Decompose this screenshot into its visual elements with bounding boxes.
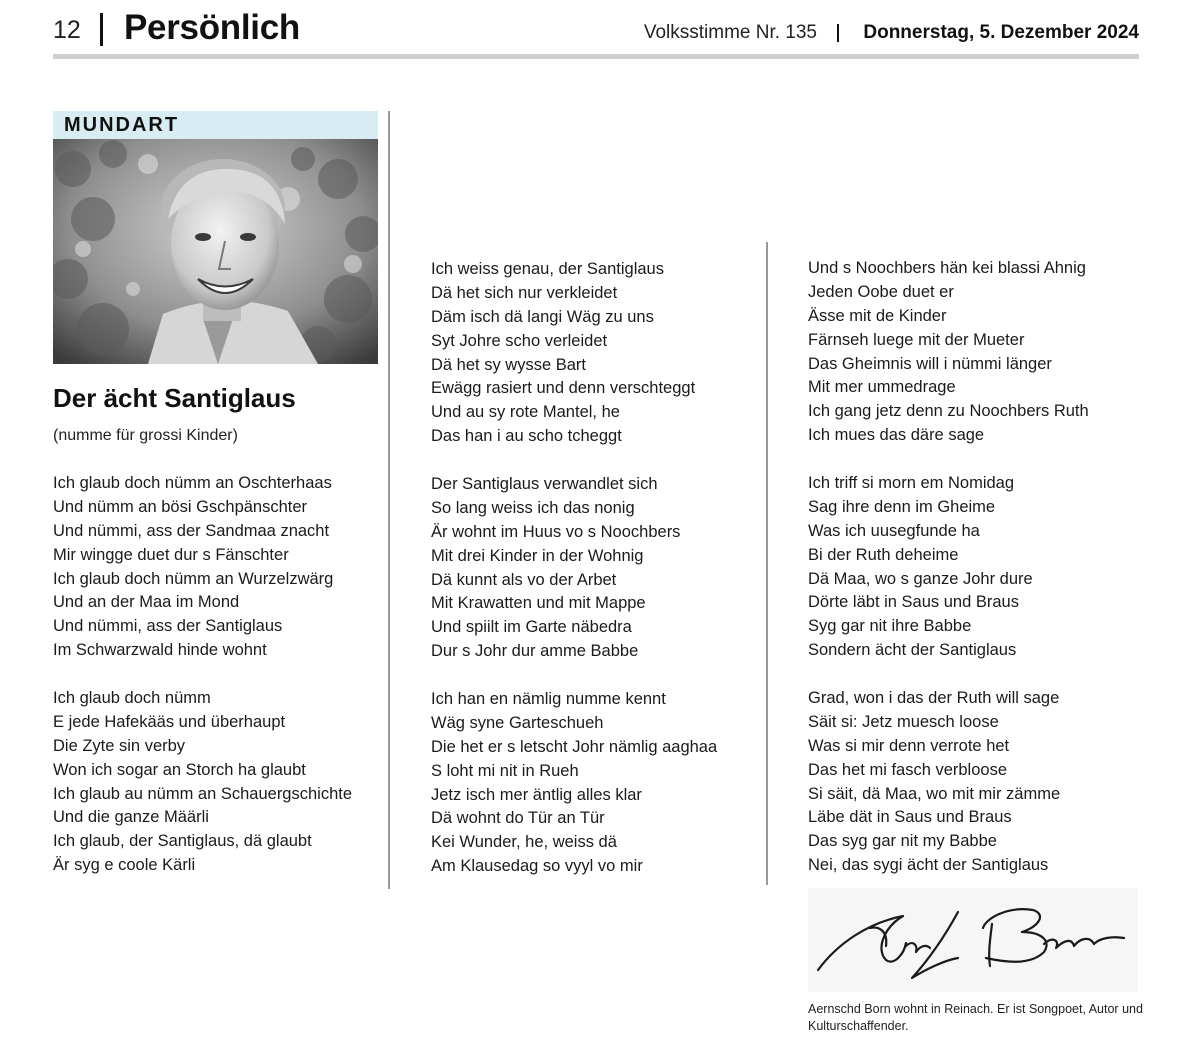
author-note: Aernschd Born wohnt in Reinach. Er ist Songpoet, Autor und Kulturschaffender. [808, 1002, 1143, 1033]
stanza-gap [808, 663, 1089, 687]
verse-column-3 [808, 257, 1089, 878]
verse-line: Und an der Maa im Mond [53, 593, 240, 612]
stanza-gap [808, 448, 1089, 472]
verse-line: Die het er s letscht Johr nämlig aaghaa [431, 737, 718, 756]
verse-line: Ich glaub doch nümm [53, 689, 211, 708]
verse-line: Sondern ächt der Santiglaus [808, 641, 1017, 660]
verse-line: Im Schwarzwald hinde wohnt [53, 641, 267, 660]
verse-line: S loht mi nit in Rueh [431, 761, 579, 780]
verse-line: Nei, das sygi ächt der Santiglaus [808, 856, 1049, 875]
verse-line: Mir wingge duet dur s Fänschter [53, 545, 289, 564]
kicker-label: MUNDART [64, 114, 180, 136]
poem-title: Der ächt Santiglaus [53, 383, 296, 413]
verse-line: Am Klausedag so vyyl vo mir [431, 857, 643, 876]
verse-line: Und au sy rote Mantel, he [431, 403, 620, 422]
verse-line: Ewägg rasiert und denn verschteggt [431, 379, 696, 398]
verse-line: Dä het sich nur verkleidet [431, 283, 618, 302]
verse-line: Der Santiglaus verwandlet sich [431, 475, 658, 494]
verse-line: Sag ihre denn im Gheime [808, 497, 996, 516]
verse-line: Syt Johre scho verleidet [431, 331, 608, 350]
verse-line: Was si mir denn verrote het [808, 736, 1010, 755]
verse-line: Dörte läbt in Saus und Braus [808, 593, 1019, 612]
column-divider [766, 242, 768, 885]
verse-line: Ich triff si morn em Nomidag [808, 474, 1015, 493]
verse-line: Das het mi fasch verbloose [808, 760, 1008, 779]
verse-line: Das syg gar nit my Babbe [808, 832, 997, 851]
verse-line: Ich han en nämlig numme kennt [431, 690, 666, 709]
verse-line: Ich glaub doch nümm an Oschterhaas [53, 474, 332, 492]
verse-line: Säit si: Jetz muesch loose [808, 712, 999, 731]
verse-line: Är wohnt im Huus vo s Noochbers [431, 522, 681, 541]
verse-line: Ich weiss genau, der Santiglaus [431, 260, 664, 278]
portrait-image [53, 139, 378, 364]
verse-line: E jede Hafekääs und überhaupt [53, 712, 286, 731]
verse-line: Und nümm an bösi Gschpänschter [53, 497, 308, 516]
publication-name: Volksstimme Nr. 135 [643, 22, 817, 43]
kicker-box [53, 111, 378, 139]
verse-line: Är syg e coole Kärli [53, 856, 196, 875]
verse-line: Das han i au scho tcheggt [431, 427, 622, 446]
verse-line: Mit mer ummedrage [808, 378, 956, 397]
stanza-gap [53, 663, 352, 687]
verse-line: Die Zyte sin verby [53, 736, 186, 755]
header-separator-right [837, 24, 839, 42]
verse-line: Wäg syne Garteschueh [431, 713, 604, 732]
verse-line: Und s Noochbers hän kei blassi Ahnig [808, 259, 1086, 277]
verse-line: Und die ganze Määrli [53, 808, 209, 827]
signature-icon [808, 888, 1138, 992]
column-divider [388, 111, 390, 889]
verse-line: Won ich sogar an Storch ha glaubt [53, 760, 306, 779]
header-rule [53, 54, 1139, 59]
verse-line: Mit drei Kinder in der Wohnig [431, 546, 644, 565]
section-title: Persönlich [124, 8, 300, 47]
verse-line: Läbe dät in Saus und Braus [808, 808, 1012, 827]
verse-line: Ich glaub, der Santiglaus, dä glaubt [53, 832, 312, 851]
verse-line: Kei Wunder, he, weiss dä [431, 833, 617, 852]
verse-line: Dä wohnt do Tür an Tür [431, 809, 605, 828]
verse-line: Ich mues das däre sage [808, 426, 985, 445]
verse-line: Ich gang jetz denn zu Noochbers Ruth [808, 402, 1089, 421]
signature-image [808, 888, 1138, 992]
verse-line: Jeden Oobe duet er [808, 282, 954, 301]
verse-line: Und nümmi, ass der Santiglaus [53, 617, 283, 636]
verse-line: Dä kunnt als vo der Arbet [431, 570, 617, 589]
verse-column-1 [53, 472, 352, 878]
verse-line: Si säit, dä Maa, wo mit mir zämme [808, 784, 1061, 803]
verse-line: Das Gheimnis will i nümmi länger [808, 354, 1052, 373]
verse-line: Mit Krawatten und mit Mappe [431, 594, 646, 613]
verse-line: Dur s Johr dur amme Babbe [431, 642, 639, 661]
stanza-gap [431, 664, 717, 688]
poem-subtitle: (numme für grossi Kinder) [53, 427, 238, 444]
verse-line: Färnseh luege mit der Mueter [808, 330, 1025, 349]
portrait-photo [53, 139, 378, 364]
verse-line: Dä Maa, wo s ganze Johr dure [808, 569, 1033, 588]
verse-line: Ich glaub au nümm an Schauergschichte [53, 784, 353, 803]
verse-column-2 [431, 258, 717, 879]
verse-line: Was ich uusegfunde ha [808, 521, 980, 540]
issue-date: Donnerstag, 5. Dezember 2024 [863, 22, 1139, 43]
verse-line: Jetz isch mer äntlig alles klar [431, 785, 642, 804]
header-separator [100, 13, 103, 46]
verse-line: Syg gar nit ihre Babbe [808, 617, 972, 636]
page-number: 12 [53, 16, 81, 44]
verse-line: Und nümmi, ass der Sandmaa znacht [53, 521, 330, 540]
verse-line: Grad, won i das der Ruth will sage [808, 689, 1060, 708]
verse-line: Dä het sy wysse Bart [431, 355, 586, 374]
verse-line: Däm isch dä langi Wäg zu uns [431, 307, 654, 326]
verse-line: So lang weiss ich das nonig [431, 498, 635, 517]
verse-line: Ässe mit de Kinder [808, 306, 947, 325]
verse-line: Bi der Ruth deheime [808, 545, 959, 564]
stanza-gap [431, 449, 717, 473]
verse-line: Und spiilt im Garte näbedra [431, 618, 632, 637]
verse-line: Ich glaub doch nümm an Wurzelzwärg [53, 569, 334, 588]
